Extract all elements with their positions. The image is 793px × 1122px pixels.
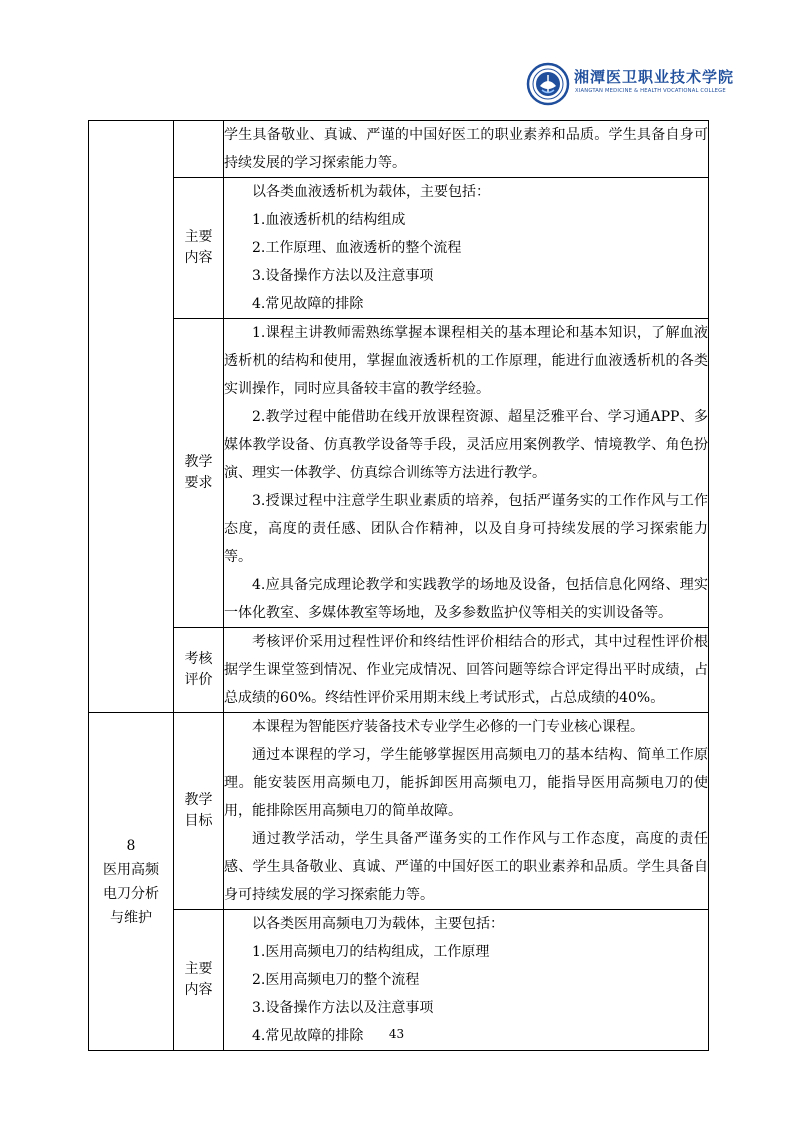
content-paragraph: 3.设备操作方法以及注意事项 [252,1000,434,1016]
content-paragraph: 2.教学过程中能借助在线开放课程资源、超星泛雅平台、学习通APP、多媒体教学设备、仿真教学设备等手段，灵活应用案例教学、情境教学、角色扮演、理实一体教学、仿真综合训练等方法进行教学。 [224,409,708,481]
table-row [89,178,709,319]
content-paragraph: 2.医用高频电刀的整个流程 [252,972,420,988]
item-label-cell-empty [174,121,224,178]
content-paragraph: 以各类医用高频电刀为载体，主要包括： [252,916,504,932]
content-paragraph: 4.常见故障的排除 [252,296,364,312]
school-emblem-icon [526,62,570,106]
content-paragraph: 本课程为智能医疗装备技术专业学生必修的一门专业核心课程。 [252,719,644,735]
content-paragraph: 通过教学活动，学生具备严谨务实的工作作风与工作态度，高度的责任感、学生具备敬业、真诚、严谨的中国好医工的职业素养和品质。学生具备自身可持续发展的学习探索能力等。 [224,831,708,903]
content-cell [224,713,709,910]
course-name-line: 电刀分析 [103,885,159,902]
table-row [89,121,709,178]
course-cell-continued [89,121,174,713]
page-number: 43 [388,1027,405,1041]
item-label: 考核评价 [184,651,213,688]
content-paragraph: 考核评价采用过程性评价和终结性评价相结合的形式，其中过程性评价根据学生课堂签到情况、作业完成情况、回答问题等综合评定得出平时成绩，占总成绩的60%。终结性评价采用期末线上考试形式，占总成绩的40%。 [224,634,708,706]
course-cell [89,713,174,1051]
content-paragraph: 1.医用高频电刀的结构组成，工作原理 [252,944,490,960]
content-paragraph: 通过本课程的学习，学生能够掌握医用高频电刀的基本结构、简单工作原理。能安装医用高频电刀，能拆卸医用高频电刀，能指导医用高频电刀的使用，能排除医用高频电刀的简单故障。 [224,747,708,819]
item-label-cell [174,319,224,628]
item-label: 教学要求 [184,454,213,491]
school-logo [526,62,735,108]
item-label: 主要内容 [184,229,213,266]
item-label-cell [174,178,224,319]
item-label: 主要内容 [184,961,213,998]
course-name-line: 与维护 [110,909,152,926]
content-paragraph: 4.常见故障的排除 [252,1028,364,1044]
content-paragraph: 3.授课过程中注意学生职业素质的培养，包括严谨务实的工作作风与工作态度，高度的责任感、团队合作精神，以及自身可持续发展的学习探索能力等。 [224,493,708,565]
item-label: 教学目标 [184,792,213,829]
content-cell [224,178,709,319]
table-row [89,319,709,628]
course-name-line: 医用高频 [103,861,159,878]
content-paragraph: 4.应具备完成理论教学和实践教学的场地及设备，包括信息化网络、理实一体化教室、多媒体教室等场地，及多参数监护仪等相关的实训设备等。 [224,577,708,621]
content-cell [224,319,709,628]
item-label-cell [174,628,224,713]
content-cell [224,628,709,713]
school-name-cn: 湘潭医卫职业技术学院 [574,68,735,86]
content-paragraph: 学生具备敬业、真诚、严谨的中国好医工的职业素养和品质。学生具备自身可持续发展的学习探索能力等。 [224,127,708,171]
content-paragraph: 1.课程主讲教师需熟练掌握本课程相关的基本理论和基本知识，了解血液透析机的结构和使用，掌握血液透析机的工作原理，能进行血液透析机的各类实训操作，同时应具备较丰富的教学经验。 [224,325,708,397]
content-paragraph: 2.工作原理、血液透析的整个流程 [252,240,462,256]
content-paragraph: 1.血液透析机的结构组成 [252,212,406,228]
item-label-cell [174,713,224,910]
course-number: 8 [126,837,136,854]
content-cell [224,121,709,178]
content-paragraph: 3.设备操作方法以及注意事项 [252,268,434,284]
content-paragraph: 以各类血液透析机为载体，主要包括： [252,184,490,200]
curriculum-table [88,120,709,1051]
table-row [89,628,709,713]
school-name-en: XIANGTAN MEDICINE & HEALTH VOCATIONAL COLLEGE [575,88,726,94]
table-row [89,713,709,910]
